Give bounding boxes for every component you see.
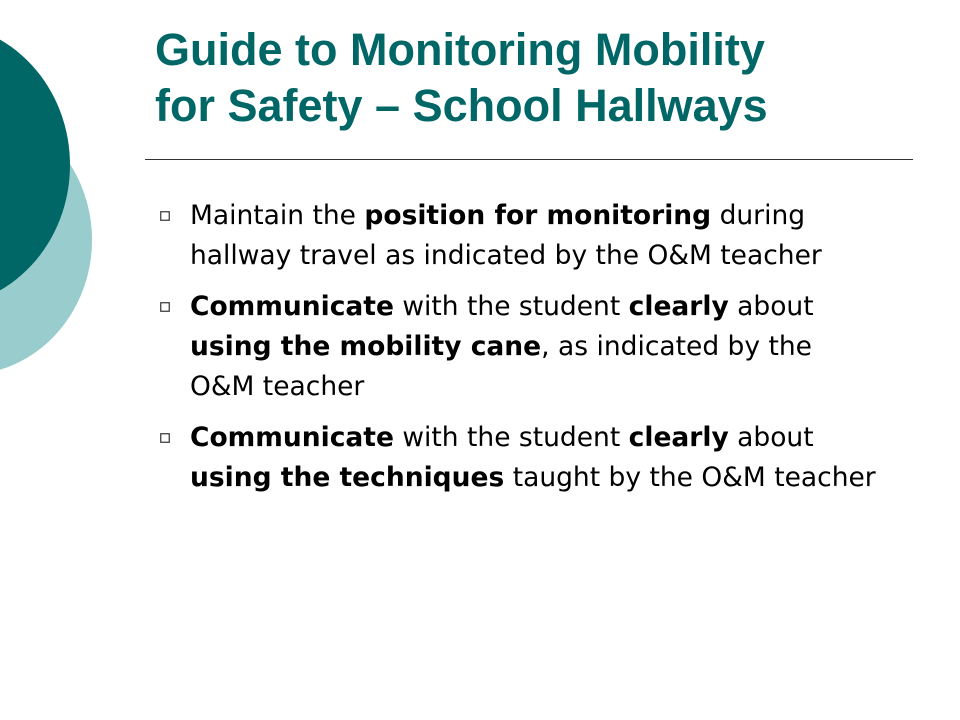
bullet-list (160, 196, 880, 509)
corner-circles-decoration (0, 0, 120, 400)
bullet-text: Maintain the position for monitoring during hallway travel as indicated by the O&M teacher (190, 200, 822, 271)
bullet-item (160, 418, 880, 498)
title-divider (145, 159, 913, 160)
slide-title (155, 22, 935, 134)
square-bullet-icon (160, 302, 170, 312)
bullet-text: Communicate with the student clearly about using the mobility cane, as indicated by the O&M teacher (190, 291, 814, 402)
square-bullet-icon (160, 433, 170, 443)
bullet-item (160, 196, 880, 276)
slide-title-line-1: Guide to Monitoring Mobility (155, 24, 765, 75)
square-bullet-icon (160, 211, 170, 221)
bullet-item (160, 287, 880, 407)
slide-title-line-2: for Safety – School Hallways (155, 80, 768, 131)
bullet-text: Communicate with the student clearly about using the techniques taught by the O&M teacher (190, 422, 876, 493)
